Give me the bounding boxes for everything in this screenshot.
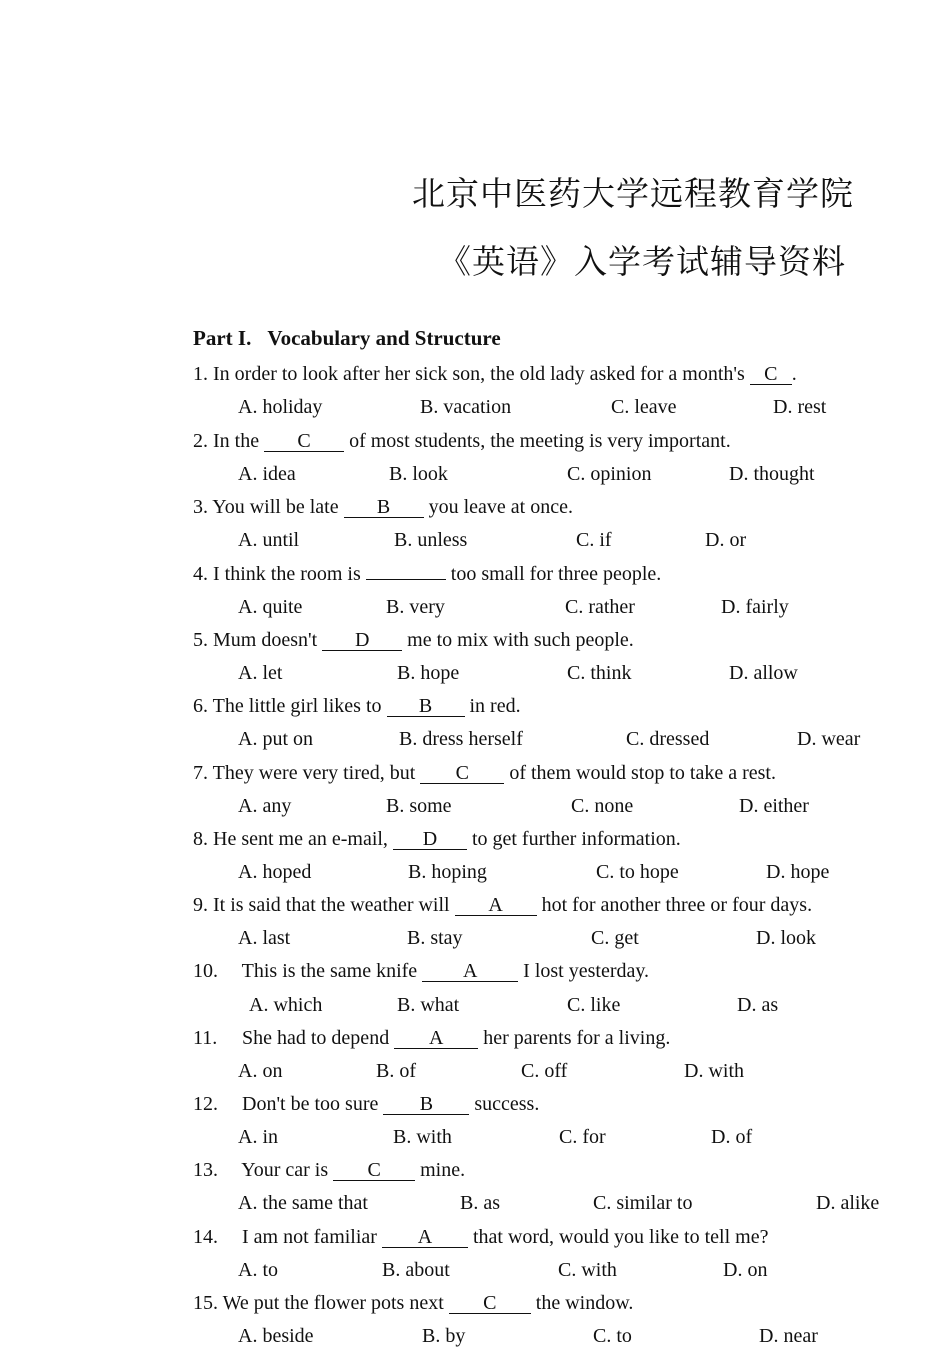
answer-option-c: C. rather — [565, 596, 635, 618]
question-text-before: It is said that the weather will — [213, 894, 450, 916]
answer-option-b: B. hope — [397, 662, 460, 684]
question-text-before: Your car is — [241, 1159, 329, 1181]
answer-option-c: C. to hope — [596, 861, 679, 883]
question-text-before: He sent me an e-mail, — [213, 828, 388, 850]
school-title: 北京中医药大学远程教育学院 — [412, 174, 854, 213]
option-row — [0, 1190, 950, 1216]
answer-option-a: A. any — [238, 795, 292, 817]
answer-blank: B — [344, 497, 424, 518]
answer-option-a: A. until — [238, 529, 300, 551]
answer-option-d: D. thought — [729, 463, 815, 485]
question-stem: 1. In order to look after her sick son, the old lady asked for a month's C . — [193, 363, 797, 385]
question-number: 10. — [193, 960, 218, 982]
question-text-after: her parents for a living. — [483, 1027, 671, 1049]
answer-blank: A — [422, 961, 518, 982]
option-row — [0, 793, 950, 819]
answer-option-a: A. let — [238, 662, 283, 684]
answer-blank: C — [333, 1160, 415, 1181]
answer-option-b: B. hoping — [408, 861, 487, 883]
question-number: 9. — [193, 894, 208, 916]
question-text-after: me to mix with such people. — [407, 629, 634, 651]
question-text-after: the window. — [535, 1292, 634, 1314]
question-stem — [193, 826, 681, 852]
material-title: 《英语》入学考试辅导资料 — [438, 242, 846, 281]
answer-option-d: D. look — [756, 927, 816, 949]
option-row — [0, 1323, 950, 1349]
answer-option-a: A. to — [238, 1259, 278, 1281]
answer-option-a: A. holiday — [238, 396, 323, 418]
answer-blank: D — [322, 630, 402, 651]
answer-option-b: B. as — [460, 1192, 500, 1214]
answer-blank: B — [387, 696, 465, 717]
option-row — [0, 527, 950, 553]
question-text-after: you leave at once. — [428, 496, 573, 518]
answer-option-c: C. dressed — [626, 728, 710, 750]
answer-option-d: D. near — [759, 1325, 818, 1347]
question-text-before: They were very tired, but — [212, 762, 416, 784]
answer-option-d: D. as — [737, 994, 779, 1016]
answer-blank: C — [264, 431, 344, 452]
question-stem — [193, 1224, 768, 1250]
option-row — [0, 594, 950, 620]
question-stem — [193, 760, 776, 786]
answer-option-d: D. alike — [816, 1192, 880, 1214]
question-number: 11. — [193, 1027, 218, 1049]
question-text-after: that word, would you like to tell me? — [472, 1226, 769, 1248]
question-stem — [193, 958, 649, 984]
option-row — [0, 394, 950, 420]
question-number: 8. — [193, 828, 208, 850]
answer-option-b: B. about — [382, 1259, 450, 1281]
option-row — [0, 925, 950, 951]
question-text-before: You will be late — [212, 496, 339, 518]
question-text-before: In the — [213, 430, 260, 452]
question-number: 3. — [193, 496, 208, 518]
question-text-before: We put the flower pots next — [222, 1292, 444, 1314]
option-row — [0, 660, 950, 686]
question-text-after: of most students, the meeting is very important. — [349, 430, 731, 452]
answer-option-b: B. unless — [394, 529, 468, 551]
part-label: Part I. — [193, 326, 252, 350]
answer-option-c: C. if — [576, 529, 612, 551]
answer-blank: A — [455, 895, 537, 916]
question-stem — [193, 1157, 465, 1183]
answer-option-c: C. think — [567, 662, 632, 684]
question-text-before: Mum doesn't — [213, 629, 318, 651]
answer-option-d: D. wear — [797, 728, 861, 750]
answer-blank: B — [383, 1094, 469, 1115]
answer-option-a: A. on — [238, 1060, 283, 1082]
question-text-before: She had to depend — [242, 1027, 390, 1049]
question-stem — [193, 428, 731, 454]
answer-option-c: C. get — [591, 927, 639, 949]
answer-option-b: B. some — [386, 795, 452, 817]
answer-option-c: C. to — [593, 1325, 632, 1347]
answer-option-c: C. with — [558, 1259, 617, 1281]
option-row — [0, 1257, 950, 1283]
answer-option-c: C. for — [559, 1126, 606, 1148]
question-text-after: of them would stop to take a rest. — [509, 762, 776, 784]
question-text-after: too small for three people. — [450, 563, 662, 585]
question-number: 6. — [193, 695, 208, 717]
answer-option-b: B. with — [393, 1126, 452, 1148]
question-stem — [193, 1290, 633, 1316]
answer-option-d: D. allow — [729, 662, 798, 684]
question-number: 7. — [193, 762, 208, 784]
answer-option-c: C. opinion — [567, 463, 652, 485]
answer-blank: C — [420, 763, 504, 784]
answer-option-a: A. idea — [238, 463, 296, 485]
question-text-before: I am not familiar — [242, 1226, 377, 1248]
answer-option-b: B. look — [389, 463, 448, 485]
answer-option-c: C. none — [571, 795, 634, 817]
answer-option-d: D. fairly — [721, 596, 789, 618]
question-number: 1. — [193, 363, 208, 385]
option-row — [0, 859, 950, 885]
question-number: 4. — [193, 563, 208, 585]
answer-blank: A — [382, 1227, 468, 1248]
question-stem — [193, 693, 521, 719]
answer-option-a: A. in — [238, 1126, 278, 1148]
answer-option-b: B. of — [376, 1060, 416, 1082]
answer-option-a: A. quite — [238, 596, 303, 618]
question-text-after: in red. — [469, 695, 521, 717]
question-text-before: This is the same knife — [241, 960, 418, 982]
answer-option-d: D. rest — [773, 396, 827, 418]
question-text-after: I lost yesterday. — [523, 960, 650, 982]
question-text-before: In order to look after her sick son, the old lady asked for a month's — [213, 363, 745, 385]
question-stem — [193, 892, 812, 918]
answer-option-d: D. or — [705, 529, 747, 551]
question-stem — [193, 1025, 670, 1051]
answer-option-b: B. very — [386, 596, 445, 618]
question-stem — [193, 1091, 539, 1117]
answer-option-c: C. similar to — [593, 1192, 693, 1214]
answer-option-a: A. put on — [238, 728, 313, 750]
answer-option-a: A. hoped — [238, 861, 312, 883]
answer-option-a: A. the same that — [238, 1192, 368, 1214]
question-stem — [193, 627, 634, 653]
question-text-before: The little girl likes to — [212, 695, 382, 717]
question-text-after: success. — [474, 1093, 540, 1115]
option-row — [0, 726, 950, 752]
option-row — [0, 992, 950, 1018]
answer-option-a: A. last — [238, 927, 291, 949]
question-text-after: mine. — [420, 1159, 466, 1181]
question-number: 12. — [193, 1093, 218, 1115]
answer-blank: C — [449, 1293, 531, 1314]
answer-option-d: D. with — [684, 1060, 744, 1082]
answer-blank: A — [394, 1028, 478, 1049]
answer-option-d: D. either — [739, 795, 809, 817]
question-text-before: Don't be too sure — [242, 1093, 379, 1115]
question-number: 14. — [193, 1226, 218, 1248]
part-name: Vocabulary and Structure — [267, 326, 501, 350]
part-heading — [193, 326, 501, 351]
answer-blank — [366, 579, 446, 580]
question-number: 13. — [193, 1159, 218, 1181]
question-text-after: hot for another three or four days. — [541, 894, 813, 916]
question-number: 5. — [193, 629, 208, 651]
answer-option-c: C. leave — [611, 396, 677, 418]
option-row — [0, 1058, 950, 1084]
question-text-after: to get further information. — [471, 828, 681, 850]
answer-option-c: C. like — [567, 994, 621, 1016]
answer-option-d: D. on — [723, 1259, 768, 1281]
answer-option-c: C. off — [521, 1060, 568, 1082]
question-number: 15. — [193, 1292, 218, 1314]
answer-option-b: B. by — [422, 1325, 466, 1347]
answer-option-b: B. vacation — [420, 396, 512, 418]
answer-option-b: B. stay — [407, 927, 463, 949]
question-text-before: I think the room is — [213, 563, 361, 585]
answer-blank: C — [750, 364, 792, 385]
answer-option-d: D. of — [711, 1126, 753, 1148]
answer-option-d: D. hope — [766, 861, 830, 883]
option-row — [0, 461, 950, 487]
question-number: 2. — [193, 430, 208, 452]
question-stem — [193, 561, 661, 587]
question-stem — [193, 494, 573, 520]
answer-option-a: A. which — [249, 994, 323, 1016]
answer-option-b: B. what — [397, 994, 460, 1016]
answer-option-a: A. beside — [238, 1325, 314, 1347]
answer-option-b: B. dress herself — [399, 728, 523, 750]
answer-blank: D — [393, 829, 467, 850]
option-row — [0, 1124, 950, 1150]
